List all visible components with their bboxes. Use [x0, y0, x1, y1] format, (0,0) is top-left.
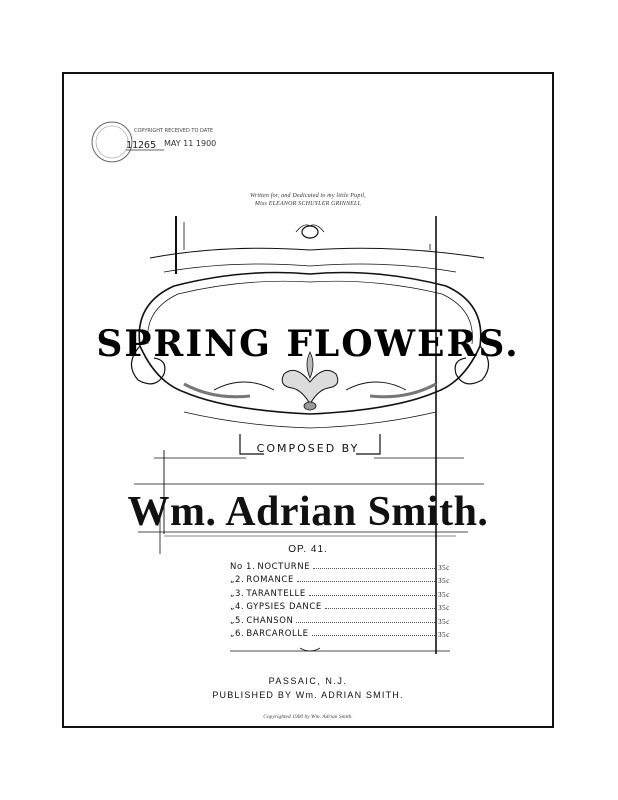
contents-price: 35c: [438, 563, 450, 572]
copyright-stamp: [86, 118, 216, 166]
composed-by-label: COMPOSED BY: [256, 442, 360, 455]
svg-text:COPYRIGHT RECEIVED TO DATE: COPYRIGHT RECEIVED TO DATE: [134, 128, 213, 134]
dedication-line-2: Miss ELEANOR SCHUYLER GRINNELL: [254, 201, 362, 207]
dedication-line-1: Written for, and Dedicated to my little Pupil,: [249, 193, 367, 199]
contents-price: 35c: [438, 617, 450, 626]
dot-leader: [325, 608, 435, 609]
contents-number: „2.: [230, 575, 245, 585]
contents-price: 35c: [438, 590, 450, 599]
title: SPRING FLOWERS.: [96, 323, 520, 365]
contents-price: 35c: [438, 577, 450, 585]
svg-text:11265: 11265: [126, 140, 157, 151]
contents-title: CHANSON: [246, 615, 294, 626]
contents-title: BARCAROLLE: [246, 629, 309, 639]
contents-item: [230, 558, 450, 572]
dot-leader: [309, 595, 435, 596]
contents-number: „5.: [230, 615, 245, 626]
dot-leader: [312, 635, 435, 636]
contents-item: [230, 626, 450, 640]
contents-title: GYPSIES DANCE: [246, 602, 322, 612]
contents-item: [230, 585, 450, 599]
dot-leader: [296, 622, 435, 623]
dedication: [64, 192, 552, 208]
contents-number: „6.: [230, 629, 245, 639]
contents-number: No 1.: [230, 561, 256, 572]
contents-price: 35c: [438, 631, 450, 639]
publisher-line: PUBLISHED BY Wm. ADRIAN SMITH.: [212, 690, 404, 700]
composer-name: Wm. Adrian Smith.: [127, 489, 489, 535]
contents-price: 35c: [438, 604, 450, 612]
dot-leader: [297, 581, 435, 582]
svg-text:MAY 11 1900: MAY 11 1900: [164, 139, 216, 148]
contents-item: [230, 599, 450, 613]
cover-frame: [62, 72, 554, 728]
publication-place: PASSAIC, N.J.: [268, 676, 348, 686]
contents-item: [230, 572, 450, 586]
contents-number: „4.: [230, 602, 245, 612]
copyright-notice: Copyrighted 1900 by Wm. Adrian Smith.: [263, 714, 353, 720]
contents-number: „3.: [230, 588, 245, 599]
contents-title: NOCTURNE: [257, 561, 311, 572]
dot-leader: [313, 568, 435, 569]
contents-title: ROMANCE: [246, 575, 294, 585]
opus-number: OP. 41.: [288, 544, 328, 555]
contents-item: [230, 612, 450, 626]
contents-title: TARANTELLE: [246, 588, 306, 599]
contents-list: [230, 558, 450, 639]
